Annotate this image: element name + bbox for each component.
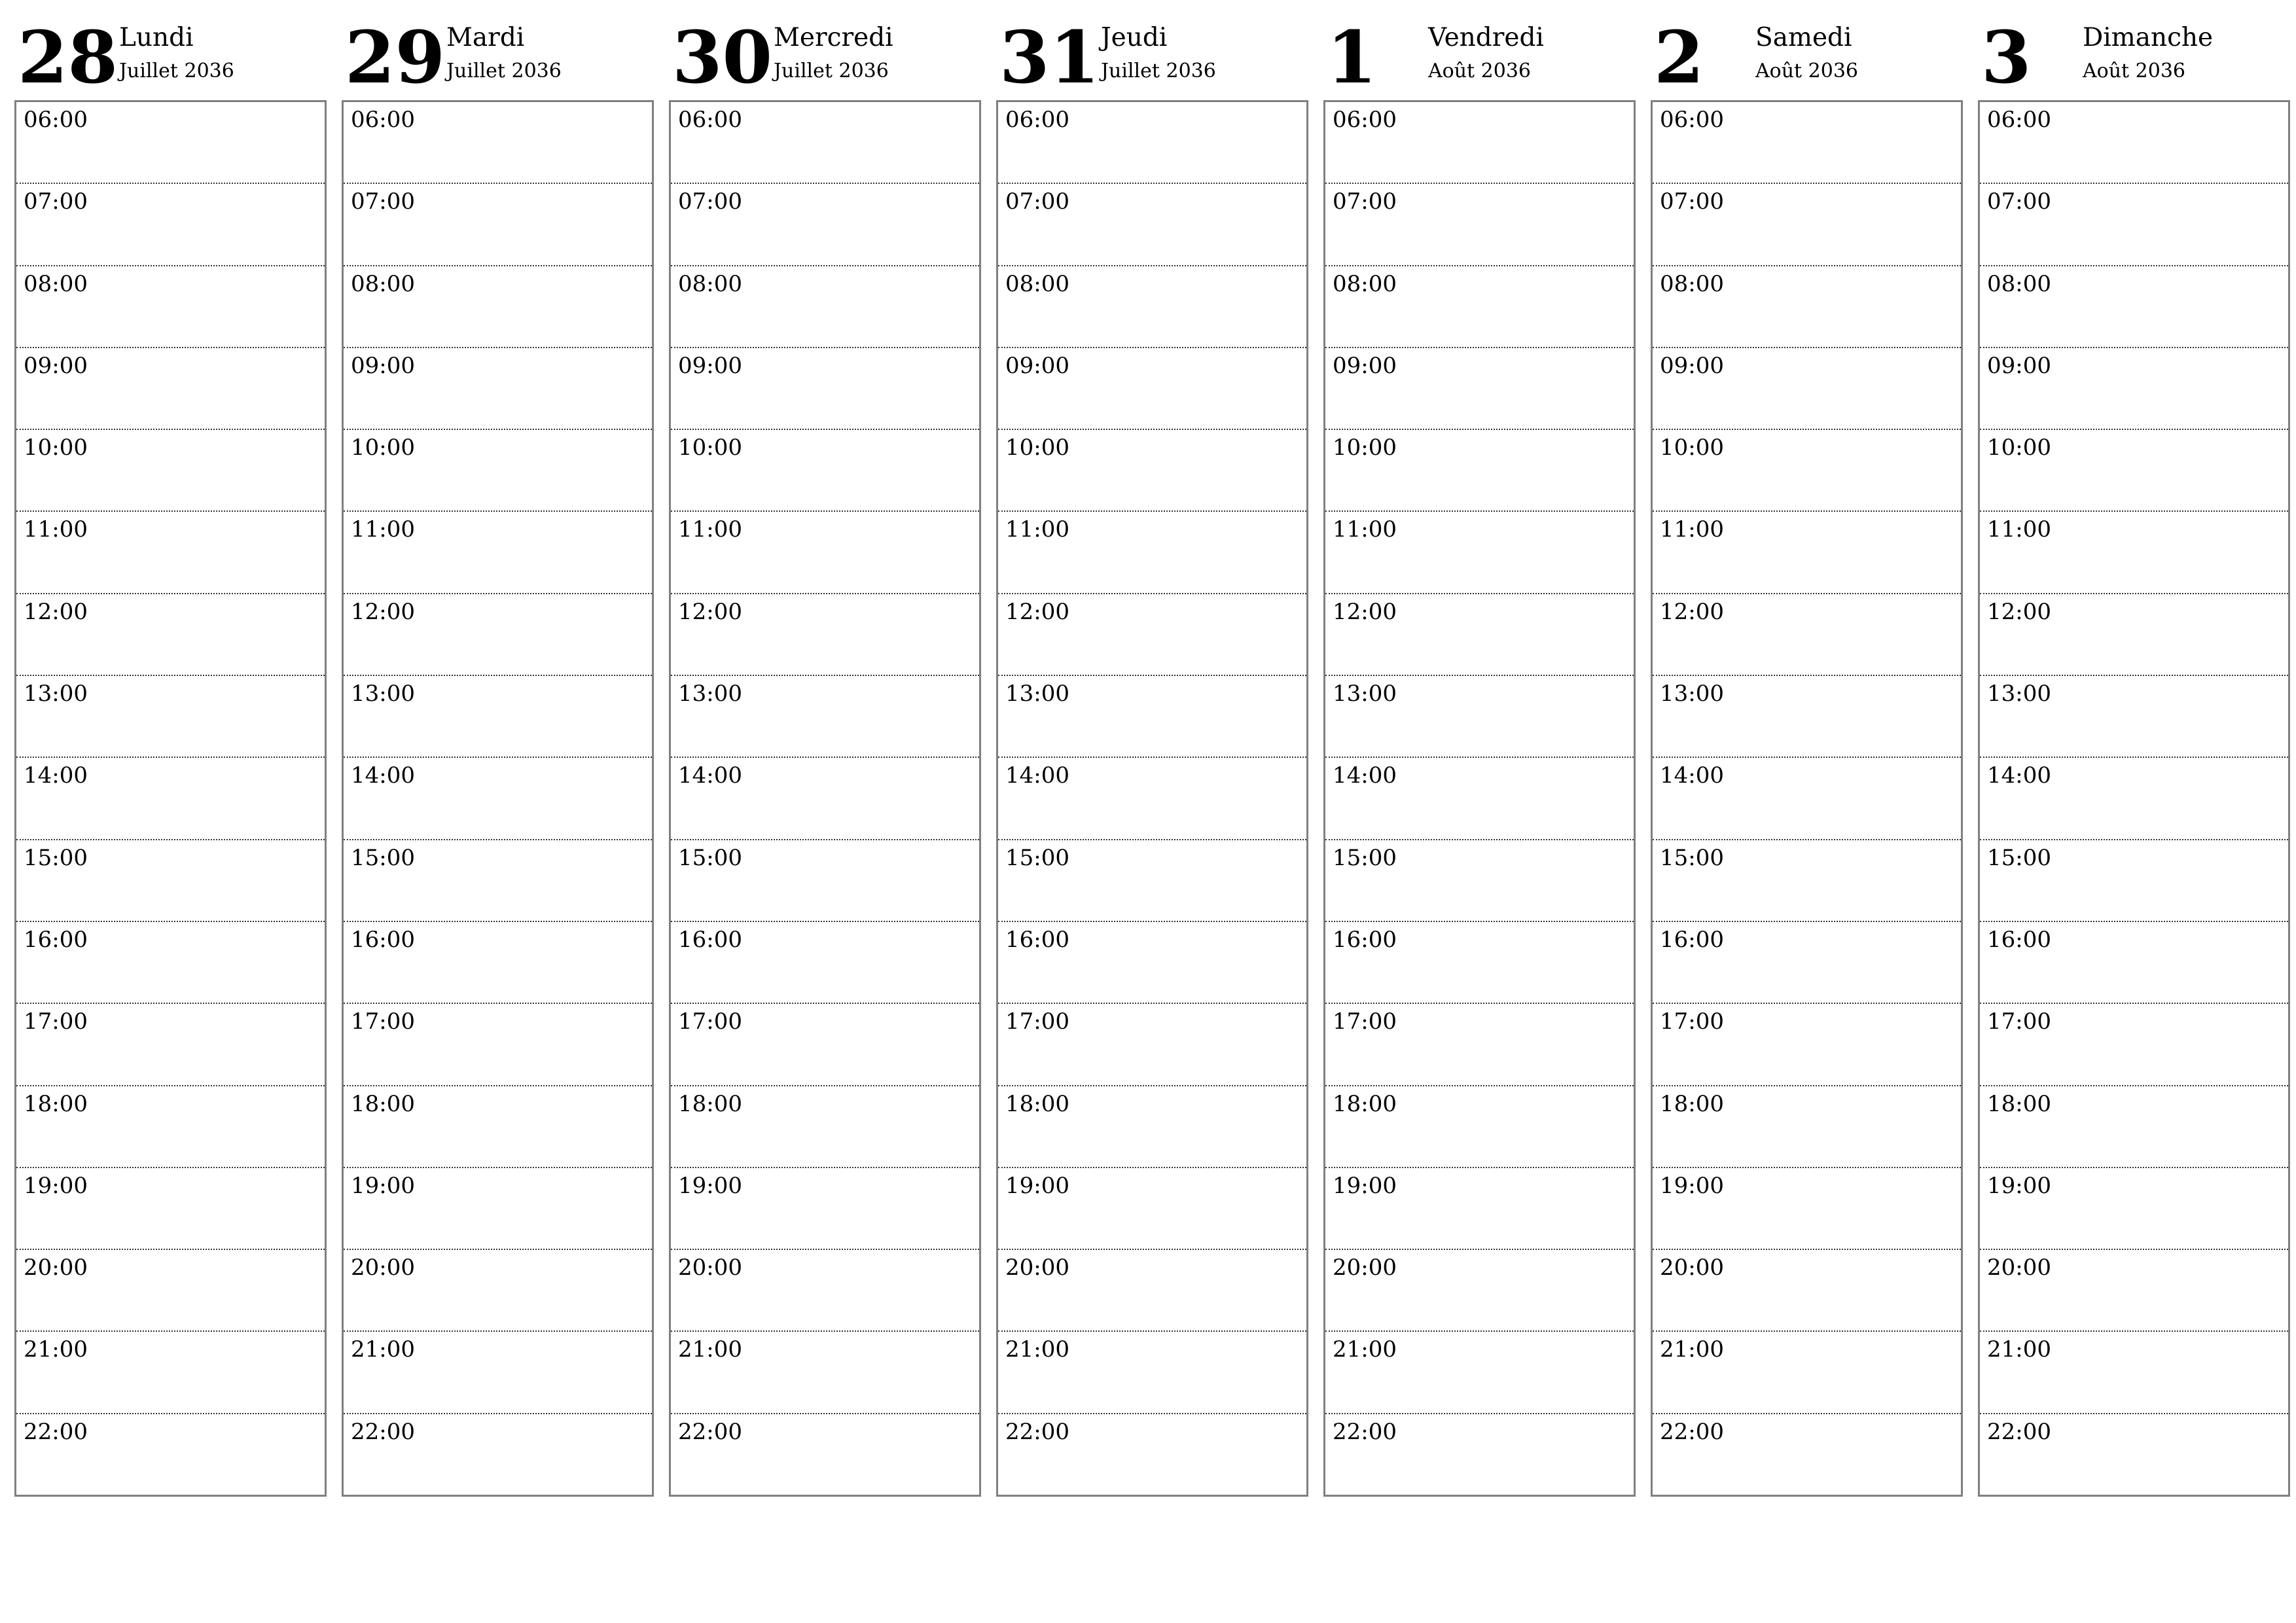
hour-slot[interactable]	[1653, 1250, 1961, 1332]
hour-slot[interactable]	[1980, 676, 2288, 758]
day-number: 30	[672, 15, 773, 99]
hour-label: 11:00	[1005, 516, 1069, 543]
hour-label: 22:00	[1333, 1418, 1397, 1445]
hour-label: 08:00	[351, 270, 415, 297]
day-schedule-box	[1651, 100, 1963, 1497]
hour-slot[interactable]	[998, 102, 1306, 184]
hour-label: 10:00	[24, 435, 88, 461]
hour-slot[interactable]	[344, 1414, 652, 1496]
hour-slot[interactable]	[1653, 758, 1961, 840]
hour-label: 07:00	[1005, 188, 1069, 215]
hour-slot[interactable]	[1325, 430, 1634, 512]
hour-slot[interactable]	[998, 922, 1306, 1004]
day-name: Lundi	[119, 23, 194, 52]
hour-slot[interactable]	[671, 1332, 979, 1414]
hour-slot[interactable]	[998, 1168, 1306, 1250]
hour-label: 14:00	[351, 762, 415, 789]
hour-label: 21:00	[1005, 1336, 1069, 1363]
hour-slot[interactable]	[1325, 1004, 1634, 1086]
hour-slot[interactable]	[1325, 1086, 1634, 1168]
day-header	[342, 0, 654, 100]
hour-slot[interactable]	[16, 1414, 325, 1496]
hour-slot[interactable]	[1653, 840, 1961, 922]
hour-slot[interactable]	[16, 512, 325, 594]
hour-label: 11:00	[24, 516, 88, 543]
day-number: 29	[345, 15, 446, 99]
hour-label: 13:00	[1660, 681, 1724, 707]
day-header	[1978, 0, 2290, 100]
hour-slot[interactable]	[671, 266, 979, 348]
hour-slot[interactable]	[1325, 512, 1634, 594]
hour-slot[interactable]	[671, 1004, 979, 1086]
hour-slot[interactable]	[16, 1086, 325, 1168]
hour-label: 19:00	[1660, 1172, 1724, 1199]
hour-label: 16:00	[678, 926, 742, 953]
hour-label: 13:00	[678, 681, 742, 707]
hour-label: 16:00	[351, 926, 415, 953]
hour-slot[interactable]	[1980, 758, 2288, 840]
hour-slot[interactable]	[16, 1332, 325, 1414]
month-year: Juillet 2036	[446, 60, 562, 82]
hour-slot[interactable]	[998, 758, 1306, 840]
hour-label: 15:00	[1005, 844, 1069, 871]
hour-slot[interactable]	[344, 1250, 652, 1332]
hour-label: 10:00	[678, 435, 742, 461]
hour-slot[interactable]	[1325, 1332, 1634, 1414]
hour-label: 15:00	[678, 844, 742, 871]
hour-label: 20:00	[1660, 1255, 1724, 1281]
hour-label: 20:00	[351, 1255, 415, 1281]
hour-label: 09:00	[678, 352, 742, 379]
hour-label: 11:00	[351, 516, 415, 543]
hour-slot[interactable]	[671, 758, 979, 840]
hour-slot[interactable]	[1980, 1250, 2288, 1332]
hour-label: 15:00	[351, 844, 415, 871]
hour-slot[interactable]	[998, 348, 1306, 430]
hour-label: 17:00	[1660, 1008, 1724, 1035]
hour-label: 08:00	[678, 270, 742, 297]
hour-slot[interactable]	[344, 1004, 652, 1086]
hour-slot[interactable]	[671, 1250, 979, 1332]
hour-label: 09:00	[1660, 352, 1724, 379]
hour-slot[interactable]	[16, 348, 325, 430]
hour-label: 18:00	[1987, 1090, 2051, 1117]
hour-label: 15:00	[24, 844, 88, 871]
hour-label: 09:00	[1333, 352, 1397, 379]
hour-label: 11:00	[1987, 516, 2051, 543]
month-year: Juillet 2036	[119, 60, 234, 82]
hour-slot[interactable]	[1980, 512, 2288, 594]
hour-label: 12:00	[351, 598, 415, 625]
day-label-group	[119, 0, 234, 81]
hour-slot[interactable]	[1653, 512, 1961, 594]
hour-slot[interactable]	[1653, 1004, 1961, 1086]
hour-slot[interactable]	[344, 758, 652, 840]
day-label-group	[1428, 0, 1544, 81]
hour-label: 21:00	[678, 1336, 742, 1363]
day-name: Jeudi	[1101, 23, 1168, 52]
day-header	[1651, 0, 1963, 100]
hour-label: 18:00	[351, 1090, 415, 1117]
day-column	[1978, 0, 2290, 1497]
hour-slot[interactable]	[16, 758, 325, 840]
month-year: Août 2036	[1428, 60, 1531, 82]
hour-label: 12:00	[1660, 598, 1724, 625]
day-column	[1651, 0, 1963, 1497]
hour-slot[interactable]	[1325, 1414, 1634, 1496]
hour-slot[interactable]	[998, 184, 1306, 266]
hour-label: 06:00	[1005, 107, 1069, 133]
hour-slot[interactable]	[1653, 1414, 1961, 1496]
hour-slot[interactable]	[671, 184, 979, 266]
hour-label: 19:00	[1005, 1172, 1069, 1199]
hour-slot[interactable]	[16, 1250, 325, 1332]
hour-label: 15:00	[1660, 844, 1724, 871]
hour-label: 19:00	[1987, 1172, 2051, 1199]
hour-slot[interactable]	[998, 840, 1306, 922]
hour-slot[interactable]	[16, 1168, 325, 1250]
hour-slot[interactable]	[671, 922, 979, 1004]
hour-label: 22:00	[1005, 1418, 1069, 1445]
hour-slot[interactable]	[16, 102, 325, 184]
day-name: Dimanche	[2083, 23, 2214, 52]
hour-label: 18:00	[1005, 1090, 1069, 1117]
hour-slot[interactable]	[998, 1414, 1306, 1496]
hour-label: 14:00	[1333, 762, 1397, 789]
hour-slot[interactable]	[344, 840, 652, 922]
hour-slot[interactable]	[671, 102, 979, 184]
hour-slot[interactable]	[1325, 266, 1634, 348]
day-number: 2	[1654, 15, 1704, 99]
hour-label: 21:00	[1987, 1336, 2051, 1363]
day-header	[1323, 0, 1636, 100]
hour-slot[interactable]	[1653, 102, 1961, 184]
hour-label: 14:00	[1005, 762, 1069, 789]
day-label-group	[1101, 0, 1216, 81]
day-label-group	[2083, 0, 2213, 81]
hour-slot[interactable]	[1325, 102, 1634, 184]
month-year: Août 2036	[2083, 60, 2185, 82]
hour-slot[interactable]	[1653, 1168, 1961, 1250]
day-label-group	[446, 0, 562, 81]
hour-label: 21:00	[351, 1336, 415, 1363]
hour-slot[interactable]	[998, 430, 1306, 512]
hour-slot[interactable]	[671, 676, 979, 758]
hour-slot[interactable]	[998, 512, 1306, 594]
hour-slot[interactable]	[671, 512, 979, 594]
hour-slot[interactable]	[16, 840, 325, 922]
hour-label: 06:00	[678, 107, 742, 133]
hour-slot[interactable]	[1325, 594, 1634, 676]
hour-slot[interactable]	[1325, 758, 1634, 840]
hour-label: 08:00	[24, 270, 88, 297]
hour-slot[interactable]	[344, 594, 652, 676]
hour-slot[interactable]	[16, 922, 325, 1004]
hour-label: 13:00	[1005, 681, 1069, 707]
hour-label: 22:00	[1660, 1418, 1724, 1445]
hour-label: 19:00	[24, 1172, 88, 1199]
hour-slot[interactable]	[344, 1332, 652, 1414]
hour-label: 17:00	[24, 1008, 88, 1035]
hour-label: 06:00	[1333, 107, 1397, 133]
hour-label: 16:00	[1005, 926, 1069, 953]
hour-label: 16:00	[24, 926, 88, 953]
day-column	[669, 0, 981, 1497]
hour-label: 17:00	[1987, 1008, 2051, 1035]
hour-slot[interactable]	[671, 1168, 979, 1250]
hour-slot[interactable]	[1980, 184, 2288, 266]
hour-label: 06:00	[1660, 107, 1724, 133]
hour-label: 12:00	[1333, 598, 1397, 625]
hour-label: 16:00	[1987, 926, 2051, 953]
hour-label: 21:00	[24, 1336, 88, 1363]
hour-slot[interactable]	[16, 184, 325, 266]
hour-slot[interactable]	[1980, 1168, 2288, 1250]
hour-slot[interactable]	[1980, 266, 2288, 348]
hour-label: 20:00	[1987, 1255, 2051, 1281]
hour-slot[interactable]	[1653, 1086, 1961, 1168]
hour-slot[interactable]	[671, 1086, 979, 1168]
hour-label: 18:00	[1660, 1090, 1724, 1117]
month-year: Juillet 2036	[774, 60, 889, 82]
hour-slot[interactable]	[998, 1250, 1306, 1332]
hour-label: 14:00	[1987, 762, 2051, 789]
hour-label: 18:00	[24, 1090, 88, 1117]
hour-label: 10:00	[351, 435, 415, 461]
hour-label: 12:00	[678, 598, 742, 625]
hour-label: 09:00	[1987, 352, 2051, 379]
hour-label: 11:00	[1660, 516, 1724, 543]
hour-label: 06:00	[24, 107, 88, 133]
hour-slot[interactable]	[1653, 430, 1961, 512]
hour-label: 09:00	[1005, 352, 1069, 379]
hour-label: 20:00	[678, 1255, 742, 1281]
day-schedule-box	[342, 100, 654, 1497]
hour-label: 17:00	[678, 1008, 742, 1035]
hour-label: 10:00	[1333, 435, 1397, 461]
day-number: 3	[1981, 15, 2032, 99]
hour-label: 22:00	[24, 1418, 88, 1445]
day-header	[669, 0, 981, 100]
hour-slot[interactable]	[671, 348, 979, 430]
hour-label: 18:00	[678, 1090, 742, 1117]
month-year: Juillet 2036	[1101, 60, 1216, 82]
hour-slot[interactable]	[1980, 430, 2288, 512]
hour-label: 15:00	[1987, 844, 2051, 871]
hour-slot[interactable]	[998, 676, 1306, 758]
hour-slot[interactable]	[671, 594, 979, 676]
hour-slot[interactable]	[344, 102, 652, 184]
day-schedule-box	[1323, 100, 1636, 1497]
hour-slot[interactable]	[344, 676, 652, 758]
hour-slot[interactable]	[1980, 1004, 2288, 1086]
hour-label: 17:00	[1333, 1008, 1397, 1035]
hour-label: 16:00	[1660, 926, 1724, 953]
hour-slot[interactable]	[16, 430, 325, 512]
hour-slot[interactable]	[344, 430, 652, 512]
hour-slot[interactable]	[344, 348, 652, 430]
hour-slot[interactable]	[344, 922, 652, 1004]
hour-label: 12:00	[24, 598, 88, 625]
day-label-group	[774, 0, 893, 81]
hour-slot[interactable]	[998, 1332, 1306, 1414]
hour-slot[interactable]	[344, 184, 652, 266]
hour-slot[interactable]	[16, 1004, 325, 1086]
day-name: Mercredi	[774, 23, 893, 52]
hour-slot[interactable]	[671, 430, 979, 512]
day-header	[996, 0, 1308, 100]
day-name: Vendredi	[1428, 23, 1544, 52]
day-schedule-box	[1978, 100, 2290, 1497]
hour-label: 08:00	[1005, 270, 1069, 297]
hour-slot[interactable]	[1980, 1332, 2288, 1414]
hour-label: 16:00	[1333, 926, 1397, 953]
hour-label: 14:00	[678, 762, 742, 789]
hour-slot[interactable]	[344, 266, 652, 348]
hour-slot[interactable]	[1980, 922, 2288, 1004]
hour-label: 12:00	[1005, 598, 1069, 625]
day-column	[14, 0, 327, 1497]
hour-label: 07:00	[24, 188, 88, 215]
hour-label: 13:00	[351, 681, 415, 707]
weekly-planner	[14, 0, 2290, 1497]
hour-label: 11:00	[678, 516, 742, 543]
hour-slot[interactable]	[344, 1168, 652, 1250]
hour-slot[interactable]	[1653, 348, 1961, 430]
day-column	[996, 0, 1308, 1497]
hour-slot[interactable]	[1980, 1086, 2288, 1168]
hour-label: 17:00	[351, 1008, 415, 1035]
hour-slot[interactable]	[344, 1086, 652, 1168]
hour-slot[interactable]	[1653, 1332, 1961, 1414]
hour-label: 07:00	[1660, 188, 1724, 215]
hour-slot[interactable]	[1653, 594, 1961, 676]
hour-label: 22:00	[351, 1418, 415, 1445]
hour-label: 20:00	[1005, 1255, 1069, 1281]
hour-label: 06:00	[1987, 107, 2051, 133]
day-column	[342, 0, 654, 1497]
hour-label: 17:00	[1005, 1008, 1069, 1035]
hour-slot[interactable]	[998, 1004, 1306, 1086]
hour-label: 22:00	[678, 1418, 742, 1445]
hour-label: 07:00	[678, 188, 742, 215]
hour-slot[interactable]	[1980, 348, 2288, 430]
day-name: Mardi	[446, 23, 525, 52]
day-column	[1323, 0, 1636, 1497]
hour-label: 21:00	[1333, 1336, 1397, 1363]
hour-label: 06:00	[351, 107, 415, 133]
hour-label: 09:00	[24, 352, 88, 379]
hour-slot[interactable]	[1980, 1414, 2288, 1496]
hour-label: 21:00	[1660, 1336, 1724, 1363]
hour-label: 08:00	[1987, 270, 2051, 297]
hour-label: 15:00	[1333, 844, 1397, 871]
hour-slot[interactable]	[16, 266, 325, 348]
day-header	[14, 0, 327, 100]
hour-label: 14:00	[1660, 762, 1724, 789]
hour-slot[interactable]	[671, 1414, 979, 1496]
hour-slot[interactable]	[998, 1086, 1306, 1168]
hour-slot[interactable]	[1653, 266, 1961, 348]
hour-label: 10:00	[1987, 435, 2051, 461]
hour-label: 07:00	[1333, 188, 1397, 215]
hour-slot[interactable]	[1325, 348, 1634, 430]
hour-label: 13:00	[24, 681, 88, 707]
hour-slot[interactable]	[1653, 676, 1961, 758]
hour-slot[interactable]	[16, 676, 325, 758]
hour-slot[interactable]	[16, 594, 325, 676]
hour-slot[interactable]	[671, 840, 979, 922]
hour-slot[interactable]	[998, 594, 1306, 676]
day-number: 1	[1327, 15, 1377, 99]
hour-slot[interactable]	[1325, 922, 1634, 1004]
hour-label: 12:00	[1987, 598, 2051, 625]
hour-slot[interactable]	[344, 512, 652, 594]
hour-label: 18:00	[1333, 1090, 1397, 1117]
day-number: 28	[18, 15, 118, 99]
hour-label: 22:00	[1987, 1418, 2051, 1445]
hour-label: 13:00	[1333, 681, 1397, 707]
day-schedule-box	[14, 100, 327, 1497]
day-schedule-box	[996, 100, 1308, 1497]
hour-slot[interactable]	[1653, 184, 1961, 266]
hour-label: 19:00	[678, 1172, 742, 1199]
day-name: Samedi	[1755, 23, 1852, 52]
hour-label: 07:00	[1987, 188, 2051, 215]
hour-slot[interactable]	[1325, 1250, 1634, 1332]
day-schedule-box	[669, 100, 981, 1497]
hour-label: 19:00	[1333, 1172, 1397, 1199]
hour-slot[interactable]	[1980, 840, 2288, 922]
hour-label: 10:00	[1005, 435, 1069, 461]
day-label-group	[1755, 0, 1858, 81]
hour-slot[interactable]	[1325, 1168, 1634, 1250]
hour-label: 09:00	[351, 352, 415, 379]
hour-label: 08:00	[1660, 270, 1724, 297]
hour-label: 10:00	[1660, 435, 1724, 461]
hour-slot[interactable]	[1325, 676, 1634, 758]
hour-label: 20:00	[1333, 1255, 1397, 1281]
hour-label: 14:00	[24, 762, 88, 789]
hour-slot[interactable]	[998, 266, 1306, 348]
hour-label: 08:00	[1333, 270, 1397, 297]
hour-label: 11:00	[1333, 516, 1397, 543]
hour-slot[interactable]	[1653, 922, 1961, 1004]
hour-slot[interactable]	[1325, 184, 1634, 266]
hour-slot[interactable]	[1980, 102, 2288, 184]
day-number: 31	[999, 15, 1100, 99]
hour-slot[interactable]	[1325, 840, 1634, 922]
hour-label: 07:00	[351, 188, 415, 215]
hour-label: 20:00	[24, 1255, 88, 1281]
hour-slot[interactable]	[1980, 594, 2288, 676]
hour-label: 13:00	[1987, 681, 2051, 707]
hour-label: 19:00	[351, 1172, 415, 1199]
month-year: Août 2036	[1755, 60, 1858, 82]
